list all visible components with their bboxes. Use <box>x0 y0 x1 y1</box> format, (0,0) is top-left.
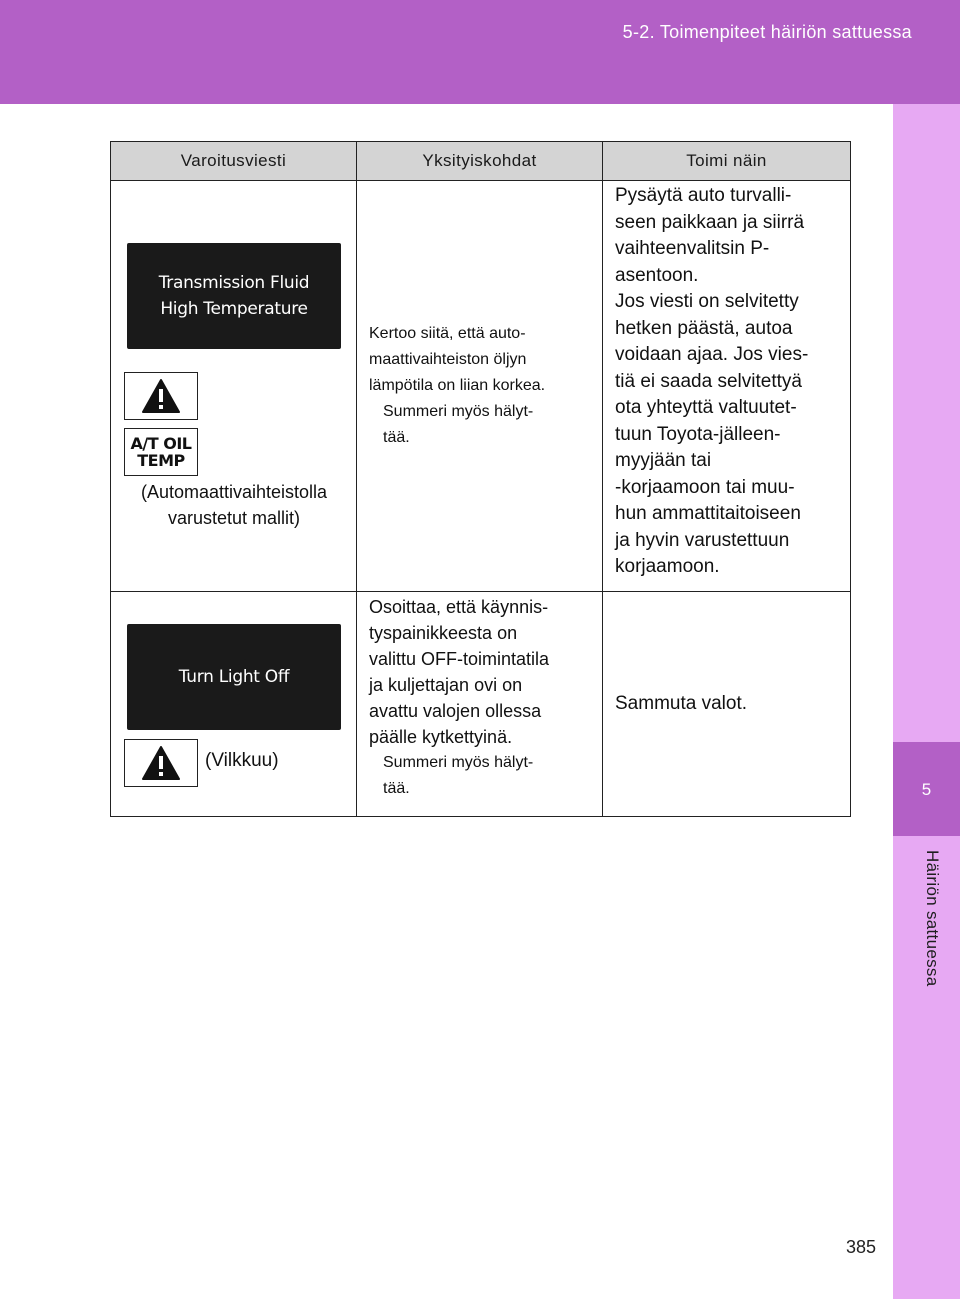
model-note <box>111 479 357 531</box>
details-line: Kertoo siitä, että auto- <box>369 325 526 342</box>
action-line: ja hyvin varustettuun <box>615 529 790 551</box>
section-title: 5-2. Toimenpiteet häiriön sattuessa <box>622 22 912 42</box>
header-bar <box>0 0 960 104</box>
warning-triangle-icon <box>124 372 198 420</box>
buzzer-line: tää. <box>383 429 410 446</box>
blinking-note: (Vilkkuu) <box>205 750 279 771</box>
action-line: ota yhteyttä valtuutet- <box>615 397 797 418</box>
warning-triangle-icon <box>124 739 198 787</box>
warning-message-table <box>110 141 851 817</box>
column-header-action: Toimi näin <box>603 142 851 181</box>
action-line: hetken päästä, autoa <box>615 317 793 339</box>
details-line: tyspainikkeesta on <box>369 623 518 643</box>
action-line: tuun Toyota-jälleen- <box>615 423 781 445</box>
action-line: korjaamoon. <box>615 556 720 577</box>
side-strip-top <box>893 104 960 742</box>
column-header-message: Varoitusviesti <box>111 142 357 181</box>
page-number: 385 <box>846 1237 877 1257</box>
details-line: ja kuljettajan ovi on <box>369 675 523 695</box>
message-cell <box>111 592 357 817</box>
action-line: vaihteenvalitsin P- <box>615 238 770 259</box>
action-line: Pysäytä auto turvalli- <box>615 185 792 206</box>
indicator-line: A/T OIL <box>130 434 192 453</box>
table-row <box>111 181 851 592</box>
display-screen-transmission <box>127 243 341 349</box>
action-line: asentoon. <box>615 264 699 286</box>
column-header-details: Yksityiskohdat <box>357 142 603 181</box>
action-line: hun ammattitaitoiseen <box>615 503 801 524</box>
action-cell <box>603 592 851 817</box>
action-text: Sammuta valot. <box>615 692 747 714</box>
screen-line: Turn Light Off <box>178 667 290 687</box>
message-cell <box>111 181 357 592</box>
details-line: avattu valojen ollessa <box>369 701 542 721</box>
action-line: tiä ei saada selvitettyä <box>615 370 802 392</box>
screen-line: High Temperature <box>160 299 308 319</box>
at-oil-temp-icon <box>124 428 198 476</box>
details-cell <box>357 181 603 592</box>
table-header-row <box>111 142 851 181</box>
indicator-line: TEMP <box>137 451 185 470</box>
display-screen-turn-light-off <box>127 624 341 730</box>
action-line: seen paikkaan ja siirrä <box>615 211 805 233</box>
details-line: päälle kytkettyinä. <box>369 727 513 747</box>
details-line: lämpötila on liian korkea. <box>369 377 546 394</box>
note-line: varustetut mallit) <box>167 508 301 528</box>
details-line: valittu OFF-toimintatila <box>369 649 550 669</box>
screen-line: Transmission Fluid <box>158 273 310 293</box>
buzzer-line: tää. <box>383 780 410 797</box>
action-cell <box>603 181 851 592</box>
details-line: maattivaihteiston öljyn <box>369 351 527 368</box>
action-line: Jos viesti on selvitetty <box>615 291 799 312</box>
chapter-number: 5 <box>921 780 932 799</box>
details-line: Osoittaa, että käynnis- <box>369 597 549 617</box>
action-line: myyjään tai <box>615 450 712 471</box>
buzzer-line: Summeri myös hälyt- <box>383 403 534 420</box>
chapter-title: Häiriön sattuessa <box>923 850 942 987</box>
note-line: (Automaattivaihteistolla <box>140 482 328 502</box>
details-cell <box>357 592 603 817</box>
table-row <box>111 592 851 817</box>
action-line: -korjaamoon tai muu- <box>615 476 795 498</box>
action-line: voidaan ajaa. Jos vies- <box>615 344 809 365</box>
buzzer-line: Summeri myös hälyt- <box>383 754 534 771</box>
